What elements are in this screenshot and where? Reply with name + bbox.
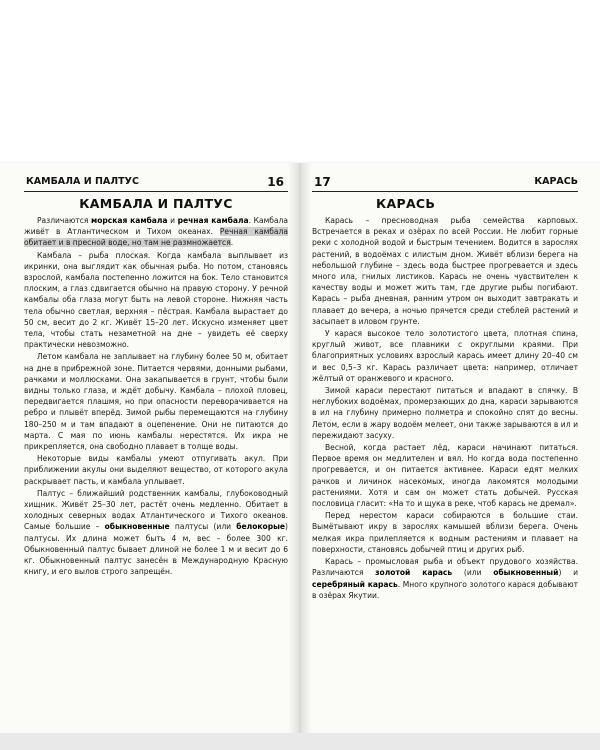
text-run: Некоторые виды камбалы умеют отпугивать акул. При приближении акулы они выделяют вещество, от которого акула раскрывает пасть, и камбала уплывает. [24, 454, 288, 486]
bold-term: обыкновенный [493, 568, 559, 578]
page-number: 16 [267, 175, 284, 189]
paragraph [312, 442, 578, 509]
background-top [0, 0, 600, 163]
text-run: Карась – промысловая рыба и объект прудового хозяйства. Различаются [312, 557, 578, 578]
article-heading: КАРАСЬ [376, 196, 436, 211]
article-body [24, 215, 288, 579]
text-run: Перед нерестом караси собираются в большие стаи. Вымётывают икру в зарослях камышей вблизи берега. Очень мелкая икра прилепляется к водным растениям и плавает на поверхности, становясь добычей птиц и других рыб. [312, 511, 578, 554]
paragraph [24, 488, 288, 578]
header-rule [312, 191, 578, 192]
text-run: ) палтусы. Их длина может быть 4 м, вес – более 300 кг. Обыкновенный палтус бывает длиной не более 1 м и весит до 6 кг. Обыкновенный палтус занесён в Международную Красную книгу, и его вылов строго запрещён. [24, 522, 288, 577]
text-run: (или [452, 568, 494, 578]
text-run: ) и [558, 568, 578, 578]
bold-term: белокорые [236, 522, 286, 532]
bold-term: серебряный карась [312, 579, 398, 589]
paragraph [312, 510, 578, 555]
paragraph [312, 328, 578, 384]
paragraph [24, 351, 288, 452]
text-run: Летом камбала не заплывает на глубину более 50 м, обитает на дне в прибрежной зоне. Питается червями, донными рыбами, рачками и моллюсками. Она закапывается в грунт, чтобы были видны только глаза, и ждёт добычу. Камбала – плохой пловец, передвигается плашмя, но при опасности переворачивается на ребро и плывёт вперёд. Зимой рыбы перемещаются на глубину 180–250 м и там впадают в оцепенение. Они не питаются до марта. С мая по июнь камбалы нерестятся. Их икра не прикрепляется, она свободно плавает в толще воды. [24, 352, 288, 452]
bold-term: золотой карась [375, 568, 453, 578]
background-bottom [0, 733, 600, 750]
bold-term: обыкновенные [104, 522, 170, 532]
text-run: . [230, 238, 234, 248]
text-run: Карась – пресноводная рыба семейства карповых. Встречается в реках и озёрах по всей России. Не любит горные реки с холодной водой и быстрым течением. Водится в зарослях растений, в водоёмах с илистым дном. Живёт вблизи берега на небольшой глубине – здесь вода быстрее прогревается и здесь много ила, гнилых листиков. Карась не очень чувствителен к качеству воды и может жить там, где другие рыбы погибают. Карась – рыба дневная, ранним утром он выходит завтракать и плавает до вечера, а ночью прячется среди стеблей растений и засыпает в иловом грунте. [312, 216, 578, 326]
paragraph [312, 215, 578, 327]
page-number: 17 [314, 175, 331, 189]
header-rule [24, 191, 288, 192]
text-run: . Камбала живёт в Атлантическом и Тихом океанах. [24, 216, 288, 237]
bold-term: морская камбала [91, 216, 168, 225]
book-spread [0, 163, 600, 733]
text-run: Зимой караси перестают питаться и впадают в спячку. В неглубоких водоёмах, промерзающих до дна, караси зарываются в ил на глубину примерно полметра и спокойно спят до весны. Летом, если в жару водоём мелеет, они также зарываются в ил и пережидают засуху. [312, 386, 578, 440]
article-body [312, 215, 578, 602]
running-title: КАМБАЛА И ПАЛТУС [26, 176, 139, 187]
text-run: Различаются [37, 216, 92, 225]
running-title: КАРАСЬ [534, 176, 578, 187]
running-header [24, 175, 288, 191]
running-header [312, 175, 578, 191]
paragraph [312, 385, 578, 441]
text-run: Палтус – ближайший родственник камбалы, глубоководный хищник. Живёт 25–30 лет, растёт очень медленно. Обитает в холодных северных водах Атлантического и Тихого океанов. Самые большие – [24, 488, 288, 532]
text-run: Камбала – рыба плоская. Когда камбала выплывает из икринки, она выглядит как обычная рыба. Но потом, становясь взрослой, камбала постепенно ложится на бок. Тело становится плоским, а глаз сдвигается обычно на правую сторону. У речной камбалы оба глаза могут быть на левой стороне. Нижняя часть тела обычно светлая, верхняя – пёстрая. Камбала вырастает до 50 см, весит до 2 кг. Живёт 15–20 лет. Искусно изменяет цвет тела, чтобы стать незаметной на дне – увидеть её сверху практически невозможно. [24, 250, 288, 350]
text-run: . Много крупного золотого карася добывают в озёрах Якутии. [312, 579, 578, 600]
page-gutter [288, 163, 312, 733]
paragraph [24, 453, 288, 487]
text-run: и [167, 216, 178, 225]
left-page [24, 163, 288, 733]
paragraph [24, 250, 288, 351]
right-page [312, 163, 578, 733]
text-run: палтусы (или [169, 522, 237, 532]
paragraph [24, 215, 288, 249]
text-run: У карася высокое тело золотистого цвета, плотная спина, круглый живот, все плавники с округлыми краями. При благоприятных условиях взрослый карась имеет длину 20–40 см и вес 0,5–3 кг. Карась различает цвета: например, отличает жёлтый от оранжевого и красного. [312, 329, 578, 383]
highlighted-text: Речная камбала обитает и в пресной воде, но там не размножается [24, 227, 288, 248]
bold-term: речная камбала [177, 216, 249, 225]
paragraph [312, 556, 578, 601]
article-heading: КАМБАЛА И ПАЛТУС [79, 196, 233, 211]
text-run: Весной, когда растает лёд, караси начинают питаться. Первое время он медлителен и вял. Но когда вода постепенно прогревается, и он питается активнее. Караси едят мелких рачков и личинок насекомых, иногда лакомятся молодыми растениями. Хотя и сам он может стать добычей. Русская пословица гласит: «На то и щука в реке, чтоб карась не дремал». [312, 443, 578, 509]
